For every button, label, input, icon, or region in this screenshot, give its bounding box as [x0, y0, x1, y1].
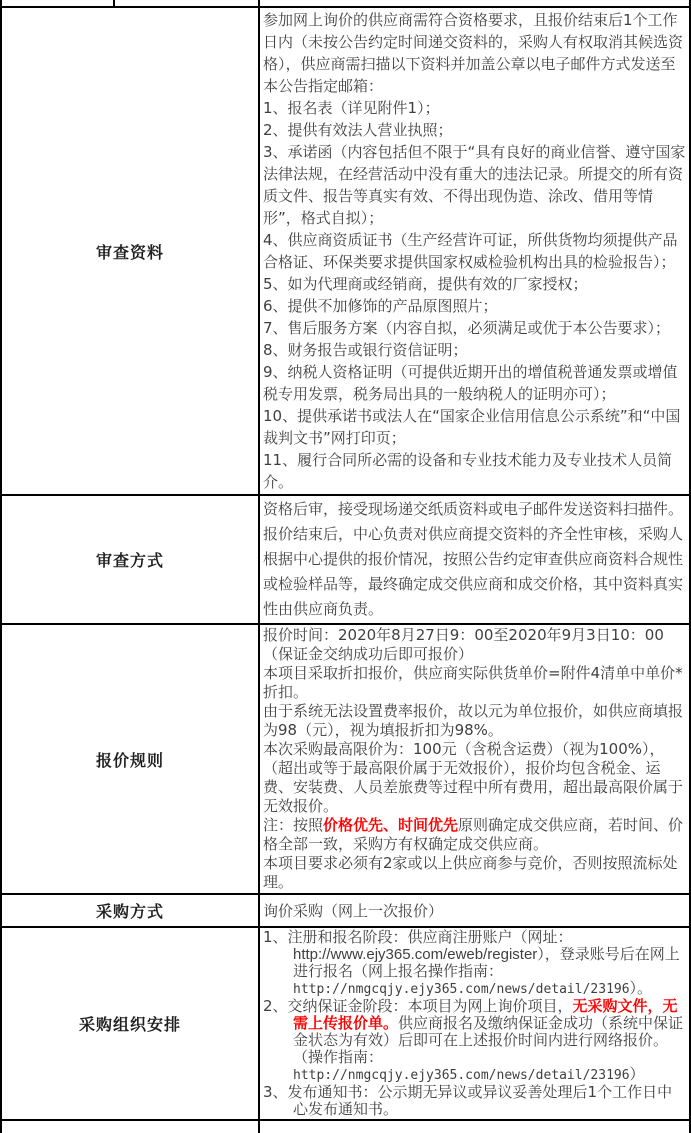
text-segment: 本次采购最高限价为：100元（含税含运费）（视为100%），（超出或等于最高限价属于无效报价），报价均包含税金、运费、安装费、人员差旅费等过程中所有费用，超出最高限价属于无效报价。 — [263, 740, 684, 815]
text-segment: 5、如为代理商或经销商，提供有效的厂家授权； — [263, 275, 588, 293]
row-label: 报价规则 — [1, 624, 259, 894]
partial-row-cell — [114, 0, 259, 7]
partial-row-cell — [1, 1120, 259, 1133]
url-text: http://www.ejy365.com/eweb/register — [293, 946, 538, 963]
paragraph — [263, 141, 687, 229]
paragraph — [263, 97, 687, 119]
paragraph — [263, 361, 687, 405]
paragraph — [263, 740, 687, 816]
table-row — [1, 1120, 690, 1133]
row-label: 审查方式 — [1, 495, 259, 624]
table-row — [1, 894, 690, 927]
paragraph — [263, 1084, 687, 1118]
row-content — [259, 495, 690, 624]
paragraph — [263, 449, 687, 493]
text-segment: ） — [629, 1065, 645, 1083]
partial-row-cell — [259, 0, 690, 7]
text-segment: 注：按照 — [263, 816, 324, 834]
text-segment: 6、提供不加修饰的产品原图照片； — [263, 297, 498, 315]
paragraph — [263, 664, 687, 702]
text-segment: ），登录账号后在网上进行报名（网上报名操作指南： — [293, 945, 680, 980]
paragraph — [263, 339, 687, 361]
url-text: http://nmgcqjy.ejy365.com/news/detail/23196 — [293, 1068, 630, 1083]
paragraph — [263, 119, 687, 141]
paragraph — [263, 9, 687, 97]
text-segment: 资格后审，接受现场递交纸质资料或电子邮件发送资料扫描件。 — [263, 500, 684, 518]
paragraph — [263, 929, 687, 998]
text-segment: 2、交纳保证金阶段：本项目为网上询价项目， — [263, 997, 573, 1015]
text-segment: 8、财务报告或银行资信证明； — [263, 341, 468, 359]
text-segment: 3、发布通知书：公示期无异议或异议妥善处理后1个工作日中心发布通知书。 — [263, 1083, 673, 1118]
paragraph — [263, 626, 687, 664]
paragraph — [263, 229, 687, 273]
highlight-text: 无采购文件，无需上传报价单。 — [293, 997, 678, 1032]
highlight-text: 价格优先、时间优先 — [323, 816, 459, 834]
url-text: http://nmgcqjy.ejy365.com/news/detail/23196 — [293, 982, 630, 997]
text-segment: 2、提供有效法人营业执照； — [263, 121, 453, 139]
row-content — [259, 7, 690, 495]
text-segment: 1、报名表（详见附件1）； — [263, 99, 440, 117]
text-segment: 原则确定成交供应商，若时间、价格全部一致，采购方有权确定成交供应商。 — [263, 816, 684, 853]
table-row — [1, 495, 690, 624]
paragraph — [263, 273, 687, 295]
paragraph — [263, 816, 687, 854]
paragraph — [263, 497, 687, 522]
row-label: 采购方式 — [1, 894, 259, 927]
text-segment: 报价结束后，中心负责对供应商提交资料的齐全性审核，采购人根据中心提供的报价情况，按照公告约定审查供应商资料合规性或检验样品等，最终确定成交供应商和成交价格，其中资料真实性由供应商负责。 — [263, 525, 684, 618]
text-segment: 1、注册和报名阶段：供应商注册账户（网址： — [263, 928, 573, 946]
text-segment: 10、提供承诺书或法人在“国家企业信用信息公示系统”和“中国裁判文书”网打印页； — [263, 407, 681, 447]
text-segment: ）。 — [629, 979, 653, 997]
partial-row-cell — [1, 0, 114, 7]
text-segment: 报价时间：2020年8月27日9：00至2020年9月3日10：00（保证金交纳成功后即可报价） — [263, 626, 664, 663]
table-row — [1, 7, 690, 495]
row-content — [259, 894, 690, 927]
row-content — [259, 624, 690, 894]
table-row — [1, 0, 690, 7]
table-row — [1, 927, 690, 1120]
table-body — [1, 0, 690, 1133]
paragraph — [263, 522, 687, 622]
paragraph — [263, 702, 687, 740]
paragraph — [263, 317, 687, 339]
text-segment: 本项目采取折扣报价，供应商实际供货单价=附件4清单中单价*折扣。 — [263, 664, 683, 701]
text-segment: 供应商报名及缴纳保证金成功（系统中保证金状态为有效）后即可在上述报价时间内进行网络报价。（操作指南： — [293, 1014, 684, 1066]
text-segment: 由于系统无法设置费率报价，故以元为单位报价，如供应商填报为98（元），视为填报折扣为98%。 — [263, 702, 684, 739]
partial-row-cell — [259, 1120, 690, 1133]
text-segment: 本项目要求必须有2家或以上供应商参与竞价，否则按照流标处理。 — [263, 854, 678, 891]
text-segment: 7、售后服务方案（内容自拟，必须满足或优于本公告要求）； — [263, 319, 671, 337]
text-segment: 询价采购（网上一次报价） — [263, 901, 444, 920]
text-segment: 11、履行合同所必需的设备和专业技术能力及专业技术人员简介。 — [263, 451, 673, 491]
paragraph — [263, 405, 687, 449]
text-segment: 4、供应商资质证书（生产经营许可证，所供货物均须提供产品合格证、环保类要求提供国家权威检验机构出具的检验报告）； — [263, 231, 678, 271]
paragraph — [263, 998, 687, 1084]
text-segment: 9、纳税人资格证明（可提供近期开出的增值税普通发票或增值税专用发票，税务局出具的一般纳税人的证明亦可）； — [263, 363, 678, 403]
table-row — [1, 624, 690, 894]
row-label: 审查资料 — [1, 7, 259, 495]
text-segment: 参加网上询价的供应商需符合资格要求，且报价结束后1个工作日内（未按公告约定时间递交资料的，采购人有权取消其候选资格），供应商需扫描以下资料并加盖公章以电子邮件方式发送至本公告指定邮箱： — [263, 11, 684, 95]
row-label: 采购组织安排 — [1, 927, 259, 1120]
paragraph — [263, 295, 687, 317]
text-segment: 3、承诺函（内容包括但不限于“具有良好的商业信誉、遵守国家法律法规，在经营活动中没有重大的违法记录。所提交的所有资质文件、报告等真实有效、不得出现伪造、涂改、借用等情形”，格式自拟）； — [263, 143, 686, 227]
row-content — [259, 927, 690, 1120]
paragraph — [263, 854, 687, 892]
paragraph — [263, 901, 687, 921]
